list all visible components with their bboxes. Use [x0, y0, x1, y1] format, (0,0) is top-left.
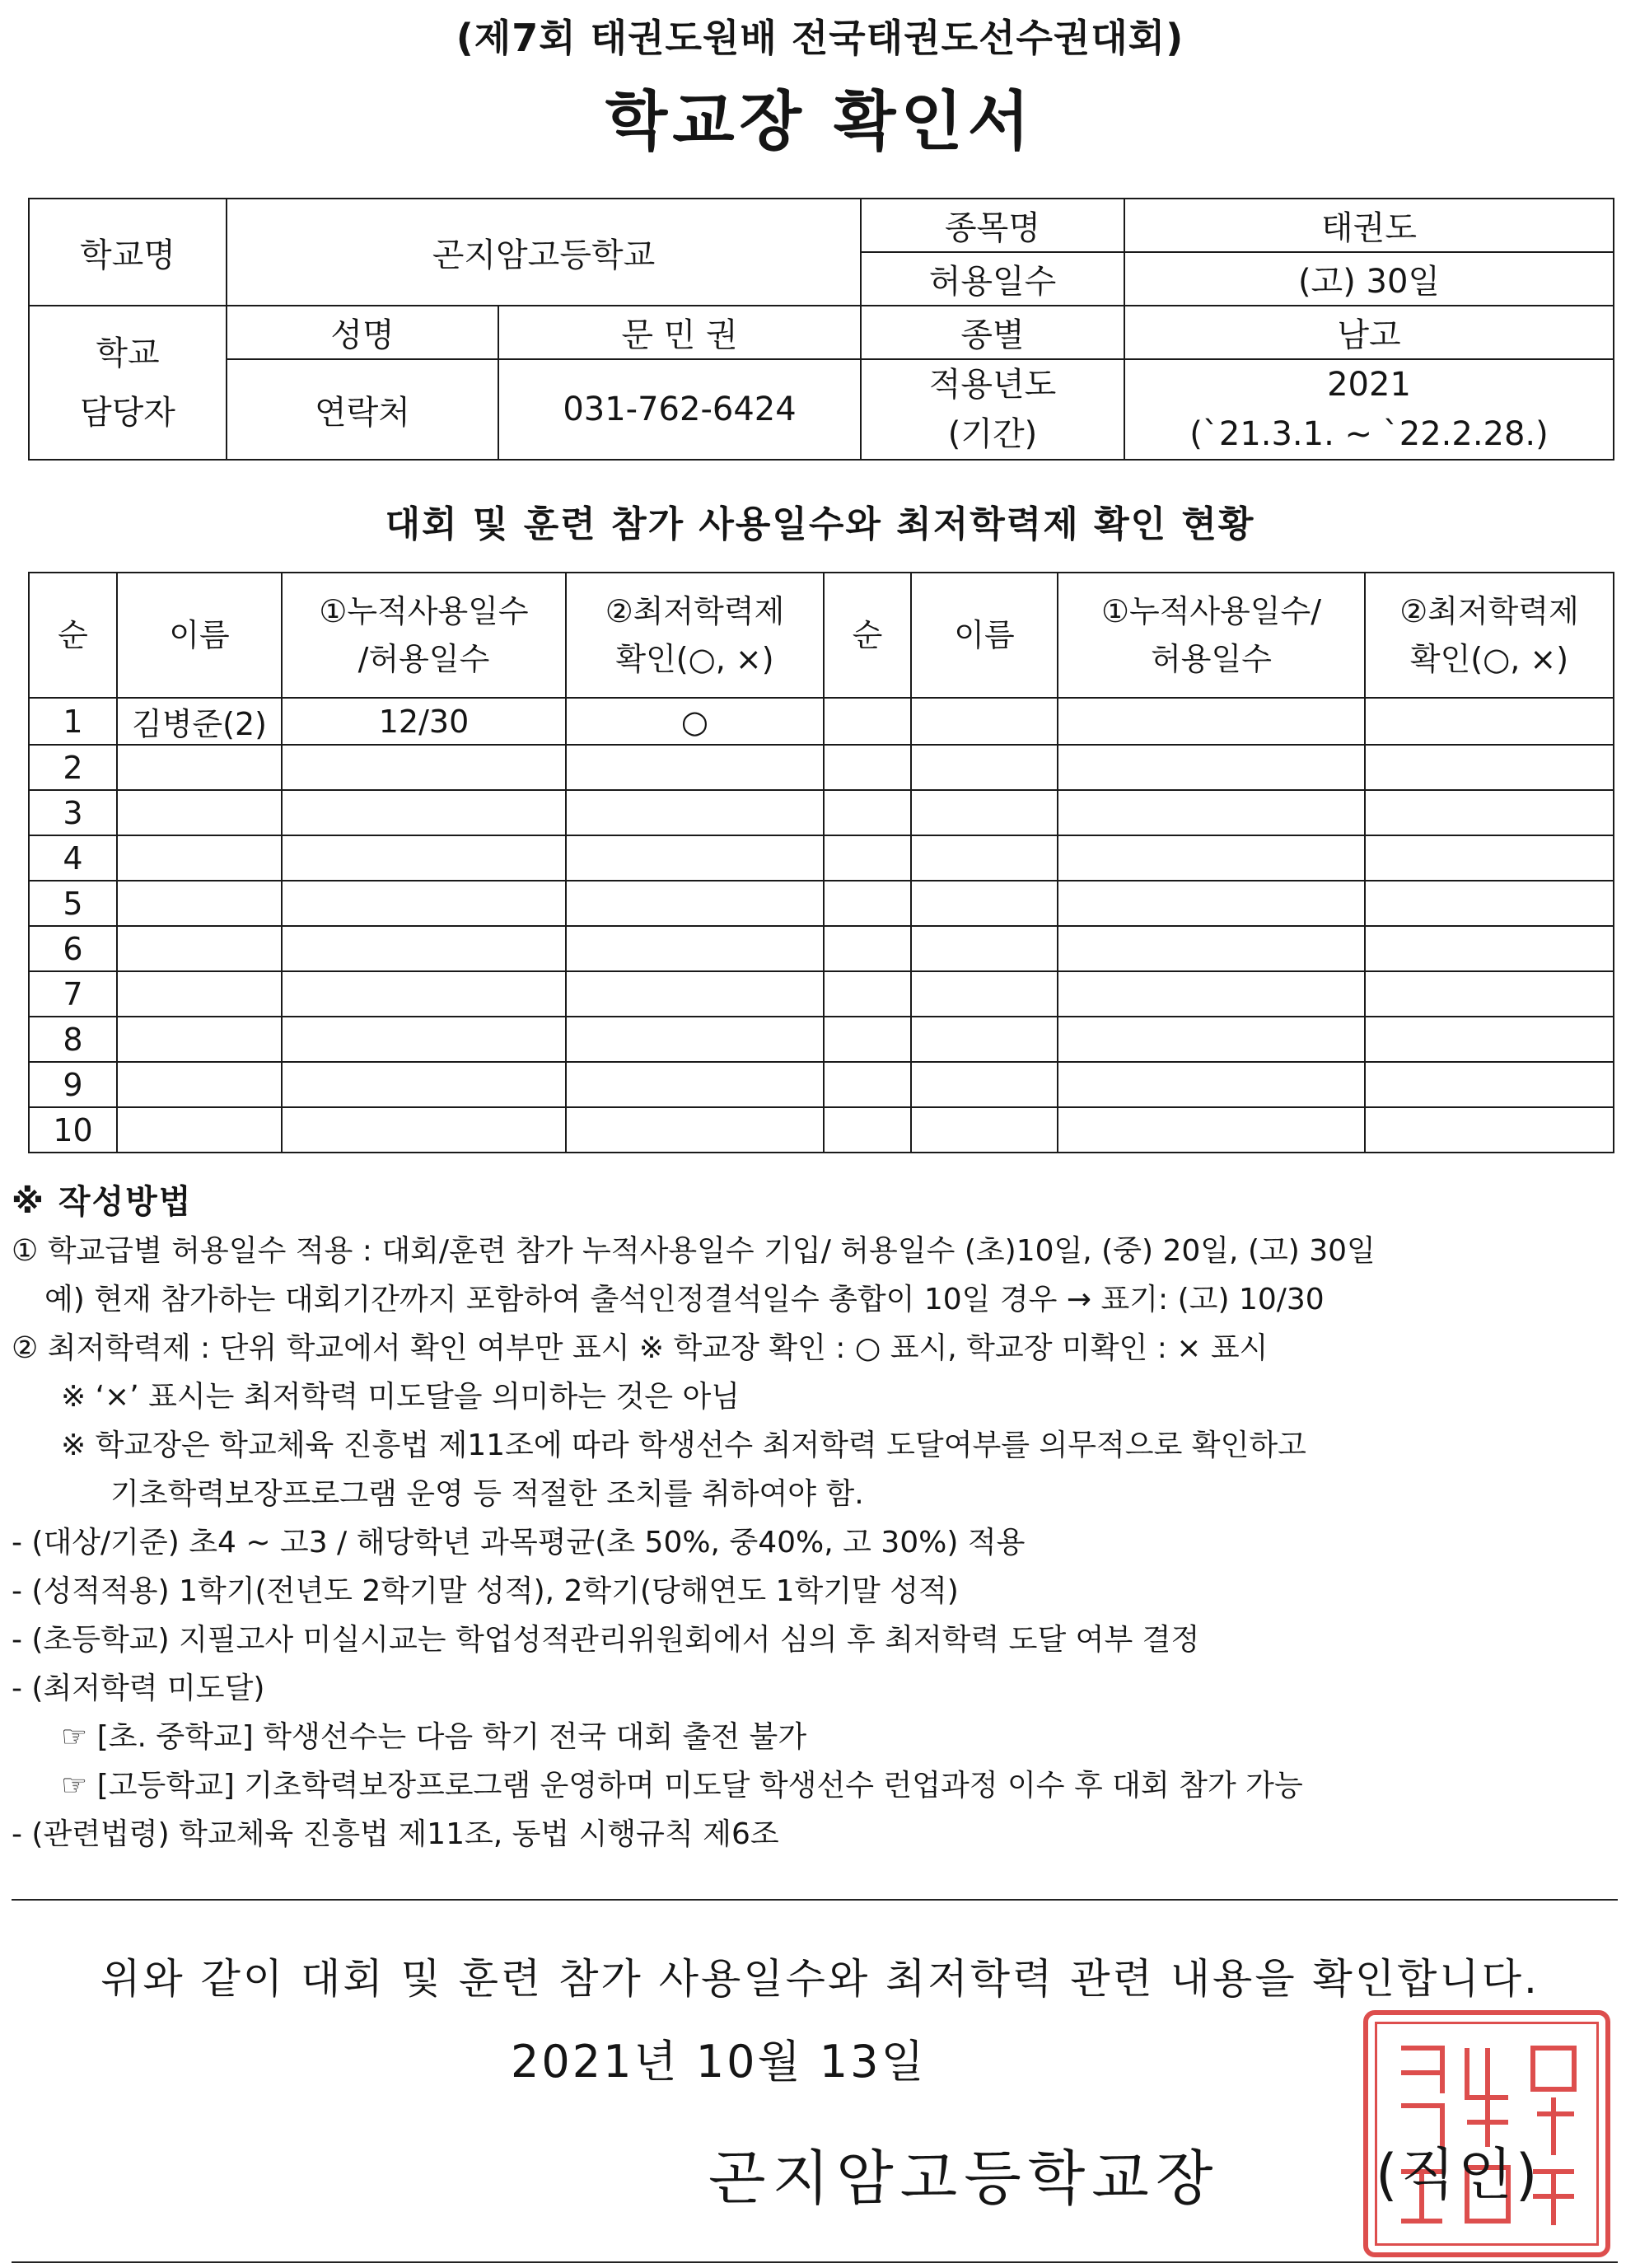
- row-days-right: [1058, 790, 1365, 835]
- col-check-left-line-2: 확인(○, ×): [615, 641, 774, 677]
- instruction-line: - (관련법령) 학교체육 진흥법 제11조, 동법 시행규칙 제6조: [12, 1817, 779, 1851]
- col-days-left-line-2: /허용일수: [357, 641, 490, 677]
- row-name: [117, 790, 282, 835]
- table-row: [29, 1062, 1614, 1107]
- year-label-line-1: 적용년도: [928, 366, 1057, 404]
- row-no-right: [824, 1017, 911, 1062]
- col-days-left: [282, 573, 566, 698]
- row-check: [566, 1062, 824, 1107]
- row-check-right: [1365, 1017, 1614, 1062]
- row-no: 10: [29, 1107, 117, 1153]
- bottom-divider-line: [12, 2261, 1618, 2263]
- row-no: 3: [29, 790, 117, 835]
- instruction-line: - (초등학교) 지필고사 미실시교는 학업성적관리위원회에서 심의 후 최저학력 도달 여부 결정: [12, 1623, 1200, 1657]
- col-check-left: [566, 573, 824, 698]
- instructions-heading: ※ 작성방법: [12, 1183, 193, 1221]
- row-days: [282, 881, 566, 926]
- row-no-right: [824, 1107, 911, 1153]
- table-row: [29, 1107, 1614, 1153]
- document-title: 학교장 확인서: [605, 85, 1035, 159]
- row-check-right: [1365, 926, 1614, 971]
- col-days-right-line-2: 허용일수: [1151, 641, 1272, 677]
- row-days-right: [1058, 745, 1365, 790]
- row-check-right: [1365, 835, 1614, 881]
- row-check: [566, 835, 824, 881]
- row-name-right: [911, 971, 1058, 1017]
- row-days-right: [1058, 1062, 1365, 1107]
- row-days: [282, 926, 566, 971]
- row-days-right: [1058, 926, 1365, 971]
- divider-line: [12, 1899, 1618, 1901]
- col-check-right-line-2: 확인(○, ×): [1409, 641, 1569, 677]
- instruction-line: ② 최저학력제 : 단위 학교에서 확인 여부만 표시 ※ 학교장 확인 : ○ 표시, 학교장 미확인 : × 표시: [12, 1331, 1269, 1365]
- row-no-right: [824, 745, 911, 790]
- row-days: [282, 1017, 566, 1062]
- row-name-right: [911, 926, 1058, 971]
- col-name-left: 이름: [117, 573, 282, 698]
- instruction-line: - (대상/기준) 초4 ~ 고3 / 해당학년 과목평균(초 50%, 중40%, 고 30%) 적용: [12, 1526, 1026, 1560]
- seal-mark-label: (직인): [1376, 2143, 1541, 2208]
- row-no-right: [824, 926, 911, 971]
- col-check-left-line-1: ②최저학력제: [605, 593, 785, 629]
- row-days-right: [1058, 835, 1365, 881]
- row-days: [282, 971, 566, 1017]
- row-check-right: [1365, 971, 1614, 1017]
- row-days: [282, 835, 566, 881]
- status-section-title: 대회 및 훈련 참가 사용일수와 최저학력제 확인 현황: [385, 503, 1255, 545]
- row-days-right: [1058, 971, 1365, 1017]
- row-no-right: [824, 971, 911, 1017]
- school-name-label: 학교명: [29, 199, 227, 306]
- col-check-right-line-1: ②최저학력제: [1399, 593, 1579, 629]
- instruction-line: ※ 학교장은 학교체육 진흥법 제11조에 따라 학생선수 최저학력 도달여부를 의무적으로 확인하고: [61, 1429, 1306, 1462]
- row-name: [117, 1107, 282, 1153]
- row-days-right: [1058, 1107, 1365, 1153]
- table-row: [29, 1017, 1614, 1062]
- col-name-right: 이름: [911, 573, 1058, 698]
- row-name: [117, 745, 282, 790]
- row-name-right: [911, 1017, 1058, 1062]
- row-no: 2: [29, 745, 117, 790]
- school-name-value: 곤지암고등학교: [227, 199, 861, 306]
- principal-name: 곤지암고등학교장: [708, 2144, 1220, 2213]
- table-row: [29, 881, 1614, 926]
- row-no: 6: [29, 926, 117, 971]
- row-days-right: [1058, 881, 1365, 926]
- year-label-line-2: (기간): [947, 415, 1038, 453]
- row-name: [117, 1062, 282, 1107]
- row-days: [282, 1062, 566, 1107]
- category-label: 종별: [861, 306, 1124, 359]
- confirmation-statement: 위와 같이 대회 및 훈련 참가 사용일수와 최저학력 관련 내용을 확인합니다.: [100, 1955, 1540, 2003]
- instruction-line: 예) 현재 참가하는 대회기간까지 포함하여 출석인정결석일수 총합이 10일 경우 → 표기: (고) 10/30: [44, 1283, 1325, 1316]
- event-title: (제7회 태권도원배 전국태권도선수권대회): [456, 16, 1184, 60]
- row-days: [282, 1107, 566, 1153]
- col-no-right: 순: [824, 573, 911, 698]
- row-no: 7: [29, 971, 117, 1017]
- row-check: [566, 971, 824, 1017]
- row-name: [117, 881, 282, 926]
- row-no-right: [824, 881, 911, 926]
- table-row: [29, 745, 1614, 790]
- row-check: [566, 926, 824, 971]
- row-no: 9: [29, 1062, 117, 1107]
- table-row: [29, 835, 1614, 881]
- row-check-right: [1365, 881, 1614, 926]
- name-label: 성명: [227, 306, 498, 359]
- phone-value: 031-762-6424: [498, 359, 861, 460]
- row-name: [117, 971, 282, 1017]
- col-no-left: 순: [29, 573, 117, 698]
- row-name-right: [911, 1107, 1058, 1153]
- col-days-left-line-1: ①누적사용일수: [319, 593, 529, 629]
- instruction-line: 기초학력보장프로그램 운영 등 적절한 조치를 취하여야 함.: [110, 1477, 864, 1511]
- table-row: [29, 971, 1614, 1017]
- instruction-line: ※ ‘×’ 표시는 최저학력 미도달을 의미하는 것은 아님: [61, 1380, 741, 1414]
- year-value: [1124, 359, 1614, 460]
- contact-label-line-2: 담당자: [80, 393, 175, 432]
- row-no: 4: [29, 835, 117, 881]
- row-no: 5: [29, 881, 117, 926]
- row-no: 1: [29, 698, 117, 745]
- year-text: 2021: [1327, 366, 1411, 404]
- row-name-right: [911, 1062, 1058, 1107]
- row-check: ○: [566, 698, 824, 745]
- col-days-right: [1058, 573, 1365, 698]
- contact-person-label: [29, 306, 227, 460]
- instruction-line: - (최저학력 미도달): [12, 1672, 265, 1705]
- row-check: [566, 745, 824, 790]
- phone-label: 연락처: [227, 359, 498, 460]
- row-days: 12/30: [282, 698, 566, 745]
- row-no-right: [824, 1062, 911, 1107]
- row-check: [566, 881, 824, 926]
- row-check: [566, 1107, 824, 1153]
- name-value: 문 민 권: [498, 306, 861, 359]
- col-check-right: [1365, 573, 1614, 698]
- row-no-right: [824, 835, 911, 881]
- sport-label: 종목명: [861, 199, 1124, 252]
- row-check-right: [1365, 745, 1614, 790]
- row-check-right: [1365, 698, 1614, 745]
- row-name-right: [911, 698, 1058, 745]
- period-text: (`21.3.1. ~ `22.2.28.): [1189, 415, 1549, 453]
- row-name-right: [911, 881, 1058, 926]
- row-check-right: [1365, 790, 1614, 835]
- instruction-line: ☞ [초. 중학교] 학생선수는 다음 학기 전국 대회 출전 불가: [61, 1720, 807, 1754]
- row-name-right: [911, 745, 1058, 790]
- contact-label-line-1: 학교: [96, 334, 160, 372]
- row-no: 8: [29, 1017, 117, 1062]
- sport-value: 태권도: [1124, 199, 1614, 252]
- instruction-line: ① 학교급별 허용일수 적용 : 대회/훈련 참가 누적사용일수 기입/ 허용일수 (초)10일, (중) 20일, (고) 30일: [12, 1234, 1376, 1268]
- row-check-right: [1365, 1062, 1614, 1107]
- row-name: [117, 926, 282, 971]
- instruction-line: ☞ [고등학교] 기초학력보장프로그램 운영하며 미도달 학생선수 런업과정 이수 후 대회 참가 가능: [61, 1769, 1303, 1803]
- col-days-right-line-1: ①누적사용일수/: [1100, 593, 1322, 629]
- row-check: [566, 790, 824, 835]
- issue-date: 2021년 10월 13일: [511, 2036, 927, 2088]
- year-label: [861, 359, 1124, 460]
- table-row: [29, 698, 1614, 745]
- row-no-right: [824, 790, 911, 835]
- row-name-right: [911, 835, 1058, 881]
- row-name: 김병준(2): [117, 698, 282, 745]
- row-name: [117, 1017, 282, 1062]
- table-row: [29, 790, 1614, 835]
- table-row: [29, 926, 1614, 971]
- row-name-right: [911, 790, 1058, 835]
- writing-instructions: [12, 1178, 1618, 1859]
- allowed-days-value: (고) 30일: [1124, 252, 1614, 306]
- instruction-line: - (성적적용) 1학기(전년도 2학기말 성적), 2학기(당해연도 1학기말 성적): [12, 1574, 959, 1608]
- category-value: 남고: [1124, 306, 1614, 359]
- row-check: [566, 1017, 824, 1062]
- info-table: [28, 198, 1614, 461]
- status-table: [28, 572, 1614, 1153]
- row-name: [117, 835, 282, 881]
- row-days: [282, 790, 566, 835]
- row-days-right: [1058, 698, 1365, 745]
- row-check-right: [1365, 1107, 1614, 1153]
- row-no-right: [824, 698, 911, 745]
- allowed-days-label: 허용일수: [861, 252, 1124, 306]
- row-days: [282, 745, 566, 790]
- row-days-right: [1058, 1017, 1365, 1062]
